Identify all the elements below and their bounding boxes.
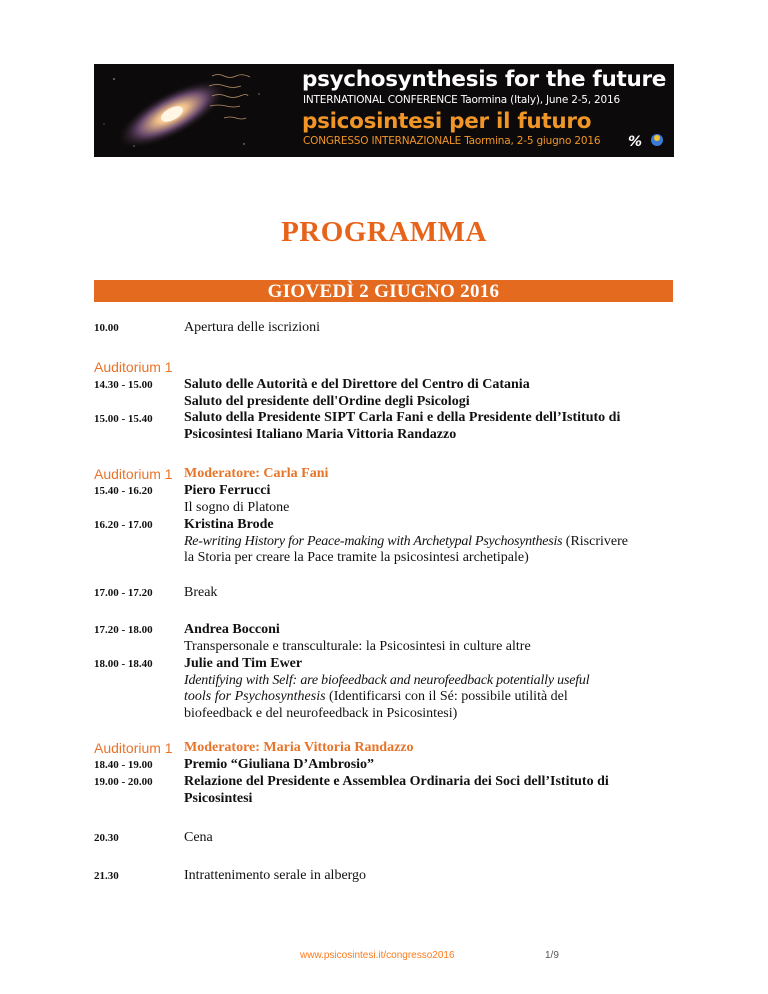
time-label: 17.00 - 17.20 [94,587,153,599]
session-text: Relazione del Presidente e Assemblea Ordinaria dei Soci dell’Istituto di Psicosintesi [184,774,609,806]
venue-label: Auditorium 1 [94,359,173,375]
talk-title: Transpersonale e transculturale: la Psicosintesi in culture altre [184,638,531,654]
time-label: 10.00 [94,322,119,334]
speaker-name: Piero Ferrucci [184,483,271,498]
session-text: Break [184,585,218,600]
speaker-name: Julie and Tim Ewer [184,656,303,671]
session-text [184,622,684,655]
banner-subtitle-en: INTERNATIONAL CONFERENCE Taormina (Italy), June 2-5, 2016 [303,94,620,106]
talk-title: Re-writing History for Peace-making with Archetypal Psychosynthesis [184,533,563,549]
session-text: Cena [184,830,213,845]
session-text: Intrattenimento serale in albergo [184,868,367,883]
footer-url-link[interactable]: www.psicosintesi.it/congresso2016 [300,950,455,961]
session-text: Apertura delle iscrizioni [184,320,321,335]
banner-title-it: psicosintesi per il futuro [302,109,592,134]
moderator-label: Moderatore: Carla Fani [184,466,329,481]
session-text: Premio “Giuliana D’Ambrosio” [184,757,375,772]
time-label: 15.40 - 16.20 [94,485,153,497]
page-title: PROGRAMMA [281,216,487,248]
banner-title-en: psychosynthesis for the future [302,67,667,92]
time-label: 18.40 - 19.00 [94,759,153,771]
page-number: 1/9 [545,950,559,961]
time-label: 19.00 - 20.00 [94,776,153,788]
session-text: Julie and Tim Ewer Identifying with Self: are biofeedback and neurofeedback potentially useful tools for Psychosynthesis (Identificarsi con il Sé: possibile utilità del biofeedback e del neurofeedback in Psicosintesi) [184,656,684,722]
time-label: 17.20 - 18.00 [94,624,153,636]
time-label: 21.30 [94,870,119,882]
galaxy-image [94,64,279,157]
organization-logo-icon [627,130,667,150]
venue-label: Auditorium 1 [94,466,173,482]
venue-label: Auditorium 1 [94,740,173,756]
moderator-label: Moderatore: Maria Vittoria Randazzo [184,740,414,755]
day-header: GIOVEDÌ 2 GIUGNO 2016 [94,280,673,302]
time-label: 18.00 - 18.40 [94,658,153,670]
session-text: Saluto della Presidente SIPT Carla Fani e della Presidente dell’Istituto di Psicosintesi Italiano Maria Vittoria Randazzo [184,410,621,442]
banner-subtitle-it: CONGRESSO INTERNAZIONALE Taormina, 2-5 giugno 2016 [303,135,601,147]
conference-banner [94,64,674,157]
talk-title: Il sogno di Platone [184,499,290,515]
session-text: Kristina Brode Re-writing History for Peace-making with Archetypal Psychosynthesis (Riscrivere la Storia per creare la Pace tramite la psicosintesi archetipale) [184,517,684,567]
talk-title: Identifying with Self: are biofeedback and neurofeedback potentially useful [184,672,590,688]
time-label: 20.30 [94,832,119,844]
speaker-name: Andrea Bocconi [184,622,280,637]
time-label: 16.20 - 17.00 [94,519,153,531]
session-text [184,483,684,516]
speaker-name: Kristina Brode [184,517,274,532]
svg-text:%: % [628,134,643,150]
time-label: 15.00 - 15.40 [94,413,153,425]
time-label: 14.30 - 15.00 [94,379,153,391]
session-text: Saluto delle Autorità e del Direttore del Centro di Catania Saluto del presidente dell'Ordine degli Psicologi [184,377,530,409]
